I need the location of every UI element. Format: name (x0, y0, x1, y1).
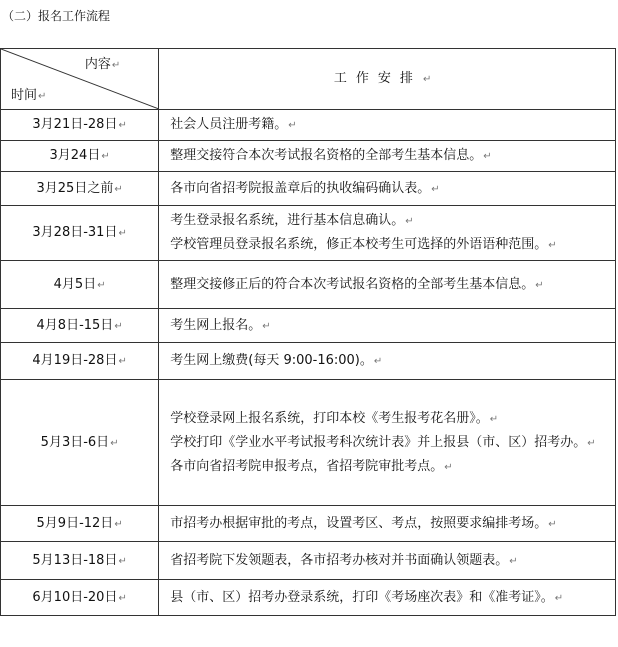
diagonal-header-cell (1, 49, 159, 110)
task-line: 整理交接符合本次考试报名资格的全部考生基本信息。↵ (170, 148, 492, 163)
table-row (1, 580, 616, 616)
time-cell: 3月21日-28日↵ (1, 110, 159, 141)
time-cell: 5月13日-18日↵ (1, 542, 159, 580)
task-line: 学校管理员登录报名系统，修正本校考生可选择的外语语种范围。↵ (170, 237, 557, 252)
time-cell: 3月24日↵ (1, 141, 159, 172)
task-line: 市招考办根据审批的考点，设置考区、考点，按照要求编排考场。↵ (170, 515, 557, 531)
task-cell (159, 172, 616, 206)
task-line: 考生网上缴费(每天 9:00-16:00)。↵ (170, 353, 383, 368)
task-line: 考生登录报名系统，进行基本信息确认。↵ (170, 213, 414, 228)
section-title: （二）报名工作流程 (2, 9, 111, 23)
task-cell (159, 141, 616, 172)
task-cell (159, 110, 616, 141)
table-row (1, 309, 616, 343)
table-row (1, 172, 616, 206)
time-cell: 4月5日↵ (1, 261, 159, 309)
task-line: 整理交接修正后的符合本次考试报名资格的全部考生基本信息。↵ (170, 276, 544, 292)
table-row (1, 261, 616, 309)
header-row (1, 49, 616, 110)
task-line: 各市向省招考院报盖章后的执收编码确认表。↵ (170, 180, 440, 196)
time-label: 时间↵ (11, 88, 47, 103)
schedule-table (0, 48, 616, 616)
task-cell (159, 206, 616, 261)
time-cell: 3月25日之前↵ (1, 172, 159, 206)
table-row (1, 380, 616, 506)
time-cell: 5月9日-12日↵ (1, 506, 159, 542)
table-row (1, 141, 616, 172)
task-cell (159, 506, 616, 542)
task-line: 学校登录网上报名系统，打印本校《考生报考花名册》。↵ (170, 410, 499, 426)
task-cell (159, 380, 616, 506)
task-cell (159, 309, 616, 343)
table-row (1, 506, 616, 542)
table-row (1, 206, 616, 261)
time-cell: 4月19日-28日↵ (1, 343, 159, 380)
table-row (1, 542, 616, 580)
table-row (1, 343, 616, 380)
task-line: 考生网上报名。↵ (170, 317, 271, 333)
task-cell (159, 542, 616, 580)
task-line: 省招考院下发领题表，各市招考办核对并书面确认领题表。↵ (170, 552, 518, 568)
task-line: 县（市、区）招考办登录系统，打印《考场座次表》和《准考证》。↵ (170, 589, 564, 605)
time-cell: 6月10日-20日↵ (1, 580, 159, 616)
task-header-cell: 工作安排↵ (159, 49, 616, 110)
content-label: 内容↵ (84, 57, 121, 72)
task-line: 学校打印《学业水平考试报考科次统计表》并上报县（市、区）招考办。↵ (170, 434, 596, 450)
time-cell: 4月8日-15日↵ (1, 309, 159, 343)
task-line: 社会人员注册考籍。↵ (170, 117, 297, 132)
task-cell (159, 261, 616, 309)
time-cell: 3月28日-31日↵ (1, 206, 159, 261)
task-line: 各市向省招考院申报考点，省招考院审批考点。↵ (170, 458, 453, 474)
time-cell: 5月3日-6日↵ (1, 380, 159, 506)
task-cell (159, 580, 616, 616)
table-row (1, 110, 616, 141)
task-cell (159, 343, 616, 380)
